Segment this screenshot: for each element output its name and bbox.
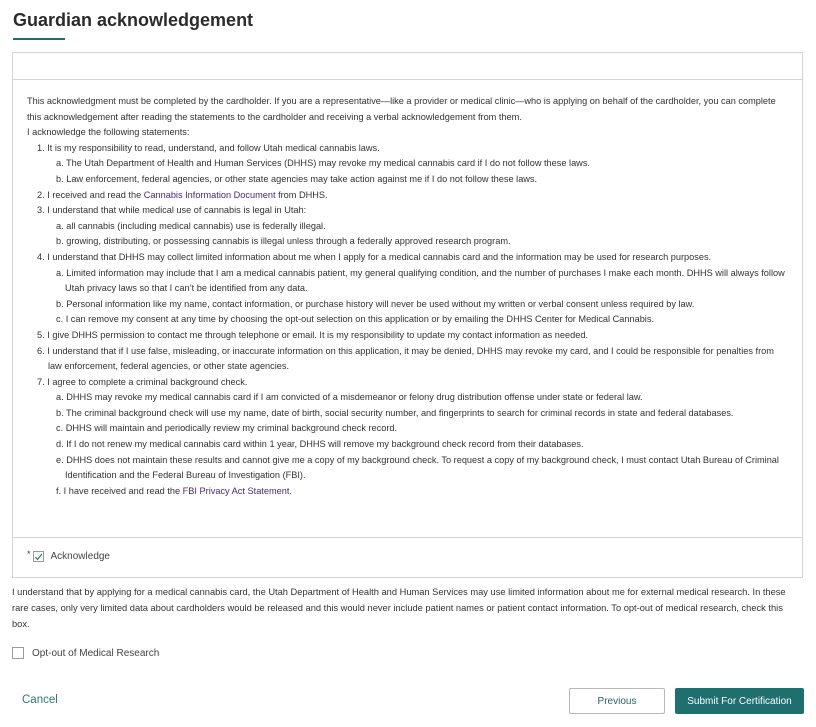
ack-item-7e: e. DHHS does not maintain these results and cannot give me a copy of my background check. To request a copy of my background check, I must contact Utah Bureau of Criminal Identification and the Federal Bureau of Investigation (FBI). xyxy=(56,454,779,481)
ack-item-7c: c. DHHS will maintain and periodically review my criminal background check record. xyxy=(56,423,398,434)
ack-item-5: 5. I give DHHS permission to contact me through telephone or email. It is my responsibility to update my contact information as needed. xyxy=(37,329,589,340)
fbi-privacy-act-statement-link[interactable]: FBI Privacy Act Statement xyxy=(182,485,290,496)
ack-item-2 xyxy=(30,188,788,204)
submit-for-certification-button[interactable]: Submit For Certification xyxy=(675,688,804,714)
ack-item-1: 1. It is my responsibility to read, understand, and follow Utah medical cannabis laws. xyxy=(37,142,380,153)
previous-button[interactable]: Previous xyxy=(569,688,665,714)
ack-item-7d: d. If I do not renew my medical cannabis card within 1 year, DHHS will remove my background check record from their databases. xyxy=(56,439,584,450)
ack-item-3b: b. growing, distributing, or possessing cannabis is illegal unless through a federally approved research program. xyxy=(56,236,511,247)
acknowledgement-panel-header xyxy=(13,53,802,80)
ack-item-4c: c. I can remove my consent at any time by choosing the opt-out selection on this application or by emailing the DHHS Center for Medical Cannabis. xyxy=(56,314,654,325)
ack-item-1b: b. Law enforcement, federal agencies, or other state agencies may take action against me if I do not follow these laws. xyxy=(56,173,538,184)
ack-item-3: 3. I understand that while medical use of cannabis is legal in Utah: xyxy=(37,205,307,216)
ack-item-1a: a. The Utah Department of Health and Human Services (DHHS) may revoke my medical cannabis card if I do not follow these laws. xyxy=(56,158,590,169)
optout-research-label: Opt-out of Medical Research xyxy=(32,647,160,659)
ack-item-4a: a. Limited information may include that I am a medical cannabis patient, my general qualifying condition, and the number of purchases I make each month. DHHS will always follow Utah privacy laws so that I can’t be identified from any data. xyxy=(56,267,785,294)
research-consent-text: I understand that by applying for a medical cannabis card, the Utah Department of Health and Human Services may use limited information about me for external medical research. In these rare cases, only very limited data about cardholders would be released and this would never include patient names or patient contact information. To opt-out of medical research, check this box. xyxy=(12,587,786,630)
optout-checkbox-row xyxy=(12,647,159,659)
cannabis-information-document-link[interactable]: Cannabis Information Document xyxy=(143,189,276,200)
ack-item-7f xyxy=(27,484,788,500)
ack-item-7f-suffix: . xyxy=(289,485,292,496)
ack-item-7b: b. The criminal background check will use my name, date of birth, social security number, and fingerprints to search for criminal records in state and federal databases. xyxy=(56,407,734,418)
cancel-link[interactable]: Cancel xyxy=(22,694,58,706)
page-title: Guardian acknowledgement xyxy=(13,10,254,30)
acknowledgement-divider xyxy=(13,537,802,538)
acknowledgement-panel xyxy=(12,52,803,578)
acknowledgement-text xyxy=(13,80,802,499)
ack-item-7: 7. I agree to complete a criminal background check. xyxy=(37,376,248,387)
ack-item-7f-text: f. I have received and read the xyxy=(56,485,183,496)
acknowledge-checkbox-row xyxy=(27,548,110,562)
checkmark-icon xyxy=(34,552,43,562)
ack-item-3a: a. all cannabis (including medical cannabis) use is federally illegal. xyxy=(56,220,326,231)
ack-item-4: 4. I understand that DHHS may collect limited information about me when I apply for a medical cannabis card and the information may be used for research purposes. xyxy=(37,251,712,262)
title-underline xyxy=(13,38,65,40)
ack-item-4b: b. Personal information like my name, contact information, or purchase history will never be used without my written or verbal consent unless required by law. xyxy=(56,298,695,309)
ack-item-2-text: 2. I received and read the xyxy=(37,189,144,200)
ack-item-7a: a. DHHS may revoke my medical cannabis card if I am convicted of a misdemeanor or felony drug distribution offense under state or federal law. xyxy=(56,392,643,403)
optout-research-checkbox[interactable] xyxy=(12,647,24,659)
ack-lead: I acknowledge the following statements: xyxy=(27,127,190,138)
ack-item-2-suffix: from DHHS. xyxy=(275,189,328,200)
acknowledge-label: Acknowledge xyxy=(50,551,110,562)
required-marker: * xyxy=(27,548,31,559)
acknowledge-checkbox[interactable] xyxy=(33,551,44,562)
ack-intro: This acknowledgment must be completed by the cardholder. If you are a representative—like a provider or medical clinic—who is applying on behalf of the cardholder, you can complete this acknowledgement after reading the statements to the cardholder and receiving a verbal acknowledgement from them. xyxy=(27,96,776,122)
ack-item-6: 6. I understand that if I use false, misleading, or inaccurate information on this application, it may be denied, DHHS may revoke my card, and I could be responsible for penalties from law enforcement, federal agencies, or other state agencies. xyxy=(37,345,774,372)
